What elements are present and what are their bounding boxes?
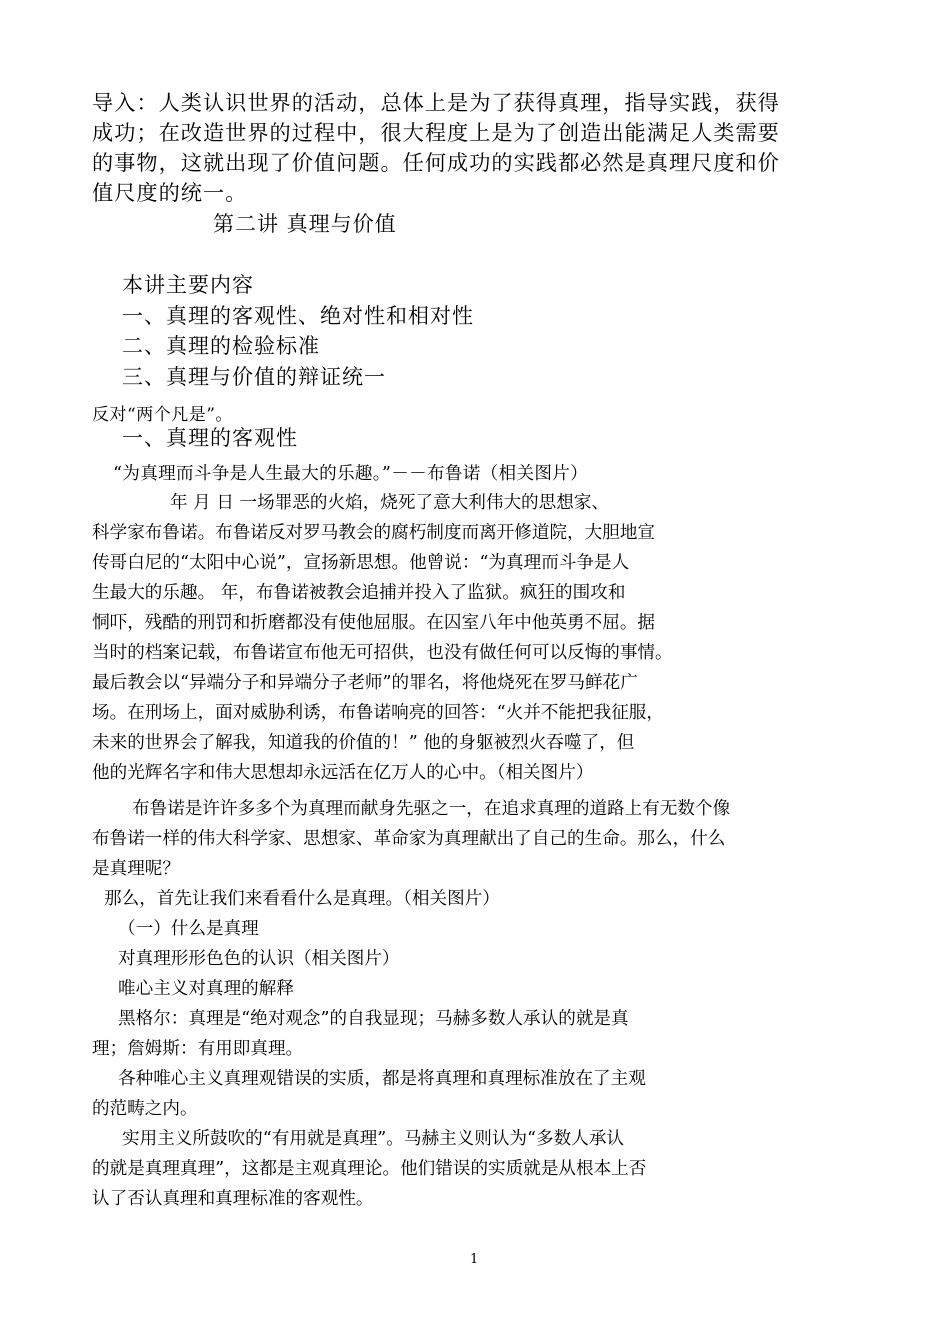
section-heading: 一、真理的客观性 — [122, 426, 298, 450]
outline-item: 三、真理与价值的辩证统一 — [122, 364, 386, 389]
story-line: 生最大的乐趣。 年，布鲁诺被教会追捕并投入了监狱。疯狂的围攻和 — [92, 583, 626, 603]
body-line: 的范畴之内。 — [92, 1099, 198, 1119]
intro-line: 成功；在改造世界的过程中，很大程度上是为了创造出能满足人类需要 — [92, 120, 780, 145]
story-line: 场。在刑场上，面对威胁利诱，布鲁诺响亮的回答：“火并不能把我征服， — [92, 703, 664, 723]
bruno-story — [92, 488, 673, 788]
intro-line: 值尺度的统一。 — [92, 180, 248, 205]
story-line: 科学家布鲁诺。布鲁诺反对罗马教会的腐朽制度而离开修道院，大胆地宣 — [92, 523, 656, 543]
story-line: 传哥白尼的“太阳中心说”，宣扬新思想。他曾说：“为真理而斗争是人 — [92, 553, 630, 573]
body-line: 理；詹姆斯：有用即真理。 — [92, 1039, 304, 1059]
oppose-note: 反对“两个凡是”。 — [92, 405, 233, 425]
body-line: 黑格尔：真理是“绝对观念”的自我显现；马赫多数人承认的就是真 — [118, 1009, 629, 1029]
outline-item: 一、真理的客观性、绝对性和相对性 — [122, 303, 474, 328]
intro-line: 的事物，这就出现了价值问题。任何成功的实践都必然是真理尺度和价 — [92, 150, 780, 175]
bruno-quote: “为真理而斗争是人生最大的乐趣。”－－布鲁诺（相关图片） — [113, 464, 589, 484]
story-line: 最后教会以“异端分子和异端分子老师”的罪名，将他烧死在罗马鲜花广 — [92, 673, 638, 693]
body-line: 各种唯心主义真理观错误的实质，都是将真理和真理标准放在了主观 — [118, 1069, 646, 1089]
story-line: 他的光辉名字和伟大思想却永远活在亿万人的心中。（相关图片） — [92, 763, 594, 783]
body-line: 实用主义所鼓吹的“有用就是真理”。马赫主义则认为“多数人承认 — [122, 1129, 625, 1149]
lecture-title: 第二讲 真理与价值 — [213, 212, 397, 236]
outline — [122, 270, 474, 392]
body-line: 是真理呢？ — [92, 859, 180, 879]
body-line: 唯心主义对真理的解释 — [118, 979, 294, 999]
body-line: 的就是真理真理”，这都是主观真理论。他们错误的实质就是从根本上否 — [92, 1159, 647, 1179]
story-line: 当时的档案记载，布鲁诺宣布他无可招供，也没有做任何可以反悔的事情。 — [92, 643, 673, 663]
body-line: 认了否认真理和真理标准的客观性。 — [92, 1189, 374, 1209]
body-line: 布鲁诺是许许多多个为真理而献身先驱之一，在追求真理的道路上有无数个像 — [132, 799, 731, 819]
body-line: 对真理形形色色的认识（相关图片） — [118, 949, 400, 969]
story-line: 未来的世界会了解我，知道我的价值的！” 他的身躯被烈火吞噬了，但 — [92, 733, 635, 753]
outline-item: 二、真理的检验标准 — [122, 334, 320, 358]
outline-heading: 本讲主要内容 — [122, 273, 254, 297]
story-line: 年 月 日 一场罪恶的火焰，烧死了意大利伟大的思想家、 — [170, 493, 610, 513]
body-line: 那么，首先让我们来看看什么是真理。（相关图片） — [104, 889, 500, 909]
subsection-heading: （一）什么是真理 — [118, 919, 259, 939]
intro-line: 导入：人类认识世界的活动，总体上是为了获得真理，指导实践，获得 — [92, 90, 780, 115]
intro-paragraph — [92, 88, 792, 208]
story-line: 恫吓，残酷的刑罚和折磨都没有使他屈服。在囚室八年中他英勇不屈。据 — [92, 613, 656, 633]
main-body — [92, 794, 730, 1214]
body-line: 布鲁诺一样的伟大科学家、思想家、革命家为真理献出了自己的生命。那么，什么 — [92, 829, 726, 849]
page-number: 1 — [470, 1252, 479, 1267]
